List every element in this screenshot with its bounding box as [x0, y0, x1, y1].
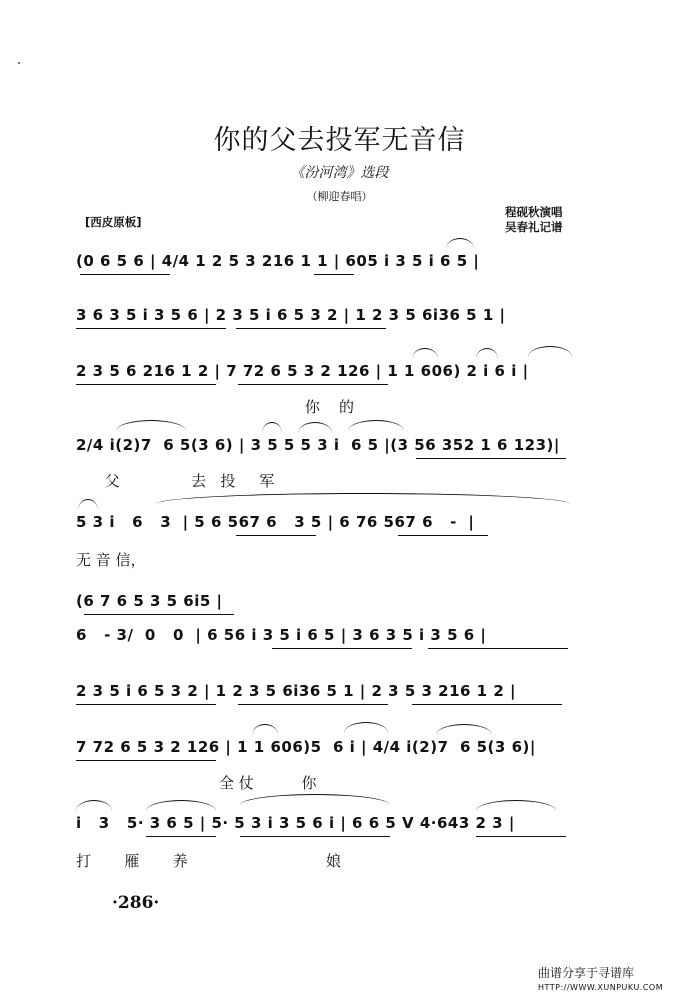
watermark-name: 曲谱分享于寻谱库: [538, 966, 635, 980]
lyrics-line: 打 雁 养 娘: [76, 852, 342, 870]
beam: [476, 836, 566, 837]
beam: [238, 384, 388, 385]
beam: [272, 648, 412, 649]
beam: [146, 836, 216, 837]
notation-row-8: [76, 682, 576, 742]
mode-label: [西皮原板]: [85, 215, 142, 229]
notation-row-5: [76, 513, 576, 573]
slur: [78, 499, 98, 510]
lyrics-line: 父 去 投 军: [76, 472, 275, 490]
lyrics-line: 无 音 信，: [76, 551, 146, 569]
transcriber-credit: 吴春礼记谱: [505, 220, 563, 234]
slur: [262, 422, 282, 433]
beam: [84, 614, 234, 615]
lyrics-line: 全 仗 你: [76, 774, 317, 792]
beam: [416, 458, 566, 459]
jianpu-notes: 2/4 i(2)7 6 5(3 6) | 3 5 5 5 3 i 6 5 |(3 56 352 1 6 123)|: [76, 436, 560, 454]
slur: [76, 800, 112, 811]
song-subtitle: 《汾河湾》选段: [290, 165, 389, 181]
scan-speck: [18, 62, 20, 64]
singer-note: （柳迎春唱）: [306, 190, 373, 203]
jianpu-notes: 6 - 3/ 0 0 | 6 56 i 3 5 i 6 5 | 3 6 3 5 i 3 5 6 |: [76, 626, 487, 644]
beam: [398, 535, 488, 536]
notation-row-10: [76, 814, 576, 874]
lyrics-line: 你 的: [76, 398, 354, 416]
notation-row-7: [76, 626, 576, 686]
beam: [236, 328, 386, 329]
beam: [80, 274, 170, 275]
notation-row-9: [76, 738, 576, 798]
beam: [428, 648, 568, 649]
jianpu-notes: 5 3 i 6 3 | 5 6 567 6 3 5 | 6 76 567 6 - |: [76, 513, 475, 531]
beam: [236, 535, 316, 536]
song-title: 你的父去投军无音信: [213, 125, 466, 156]
jianpu-notes: (6 7 6 5 3 5 6i5 |: [76, 592, 223, 610]
beam: [240, 836, 390, 837]
beam: [238, 704, 388, 705]
beam: [412, 704, 562, 705]
jianpu-notes: 7 72 6 5 3 2 126 | 1 1 606)5 6 i | 4/4 i(2)7 6 5(3 6)|: [76, 738, 536, 756]
notation-row-1: [76, 252, 576, 312]
jianpu-notes: 2 3 5 6 216 1 2 | 7 72 6 5 3 2 126 | 1 1 606) 2 i 6 i |: [76, 362, 529, 380]
beam: [76, 760, 216, 761]
notation-row-4: [76, 436, 576, 496]
slur: [146, 800, 216, 811]
beam: [314, 274, 354, 275]
slur: [298, 422, 332, 433]
jianpu-notes: i 3 5· 3 6 5 | 5· 5 3 i 3 5 6 i | 6 6 5 V 4·643 2 3 |: [76, 814, 515, 832]
jianpu-notes: 3 6 3 5 i 3 5 6 | 2 3 5 i 6 5 3 2 | 1 2 3 5 6i36 5 1 |: [76, 306, 506, 324]
jianpu-notes: (0 6 5 6 | 4/4 1 2 5 3 216 1 1 | 605 i 3 5 i 6 5 |: [76, 252, 480, 270]
notation-row-2: [76, 306, 576, 366]
beam: [76, 384, 216, 385]
beam: [76, 328, 226, 329]
watermark-url: HTTP://WWW.XUNPUKU.COM: [538, 983, 664, 992]
page-number: ·286·: [112, 893, 160, 913]
jianpu-notes: 2 3 5 i 6 5 3 2 | 1 2 3 5 6i36 5 1 | 2 3 5 3 216 1 2 |: [76, 682, 516, 700]
slur: [446, 238, 474, 249]
beam: [76, 704, 216, 705]
slur: [476, 800, 556, 811]
performer-credit: 程砚秋演唱: [505, 205, 563, 219]
notation-row-3: [76, 362, 576, 422]
